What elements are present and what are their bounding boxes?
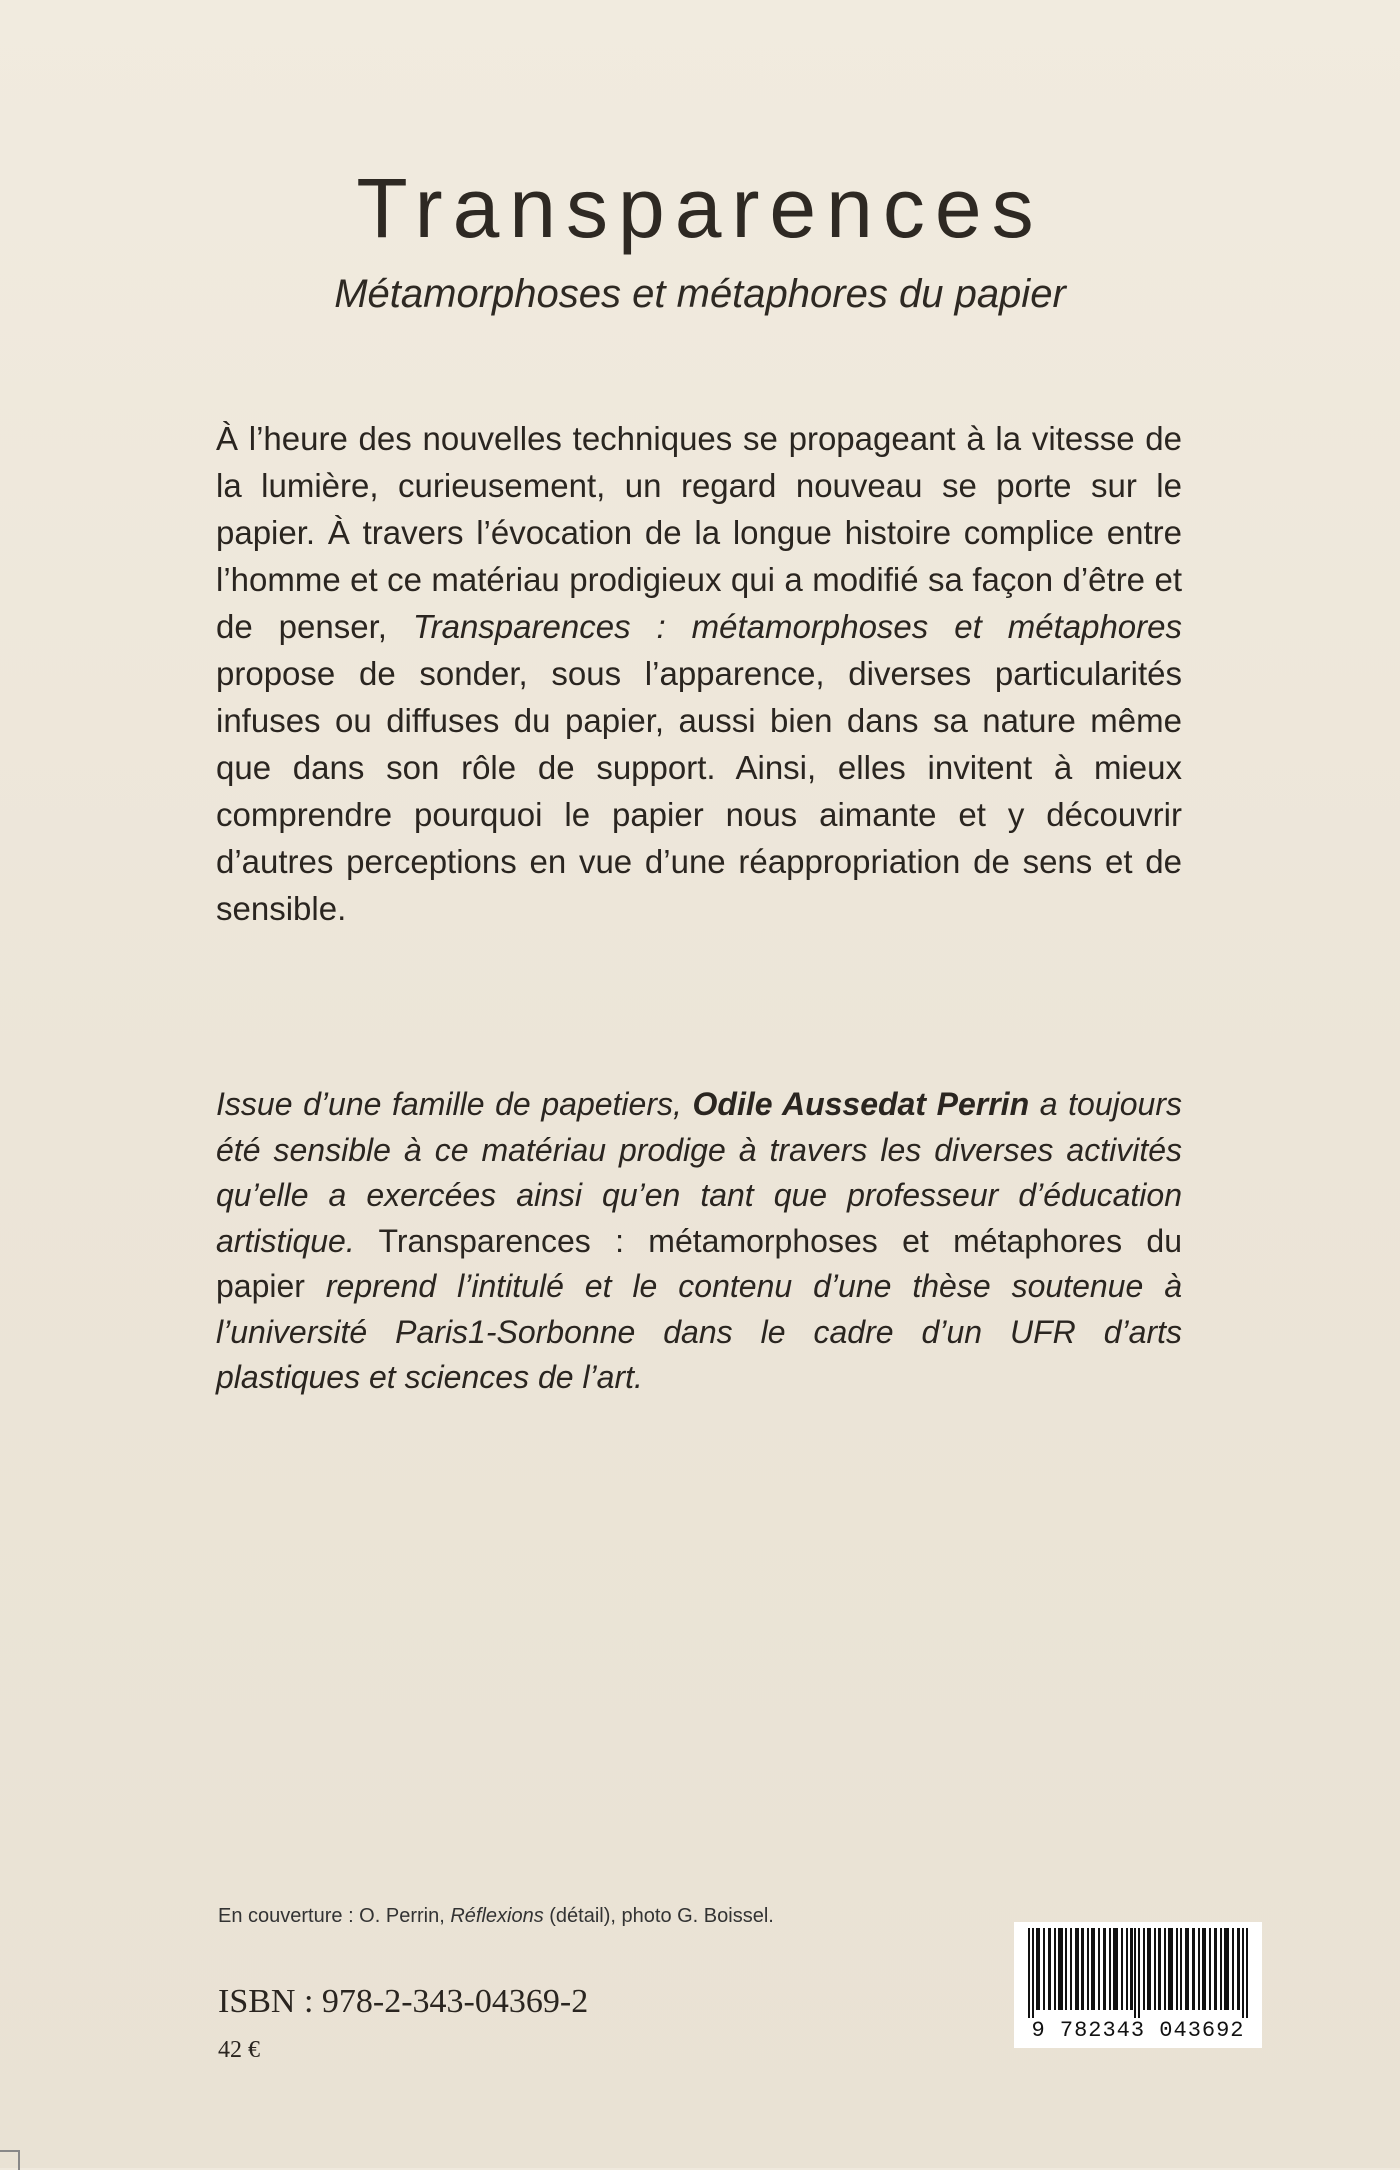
price: 42 €: [218, 2037, 260, 2063]
credit-suffix: (détail), photo G. Boissel.: [543, 1905, 774, 1927]
cover-credit: [218, 1905, 774, 1928]
bio-end: reprend l’intitulé et le contenu d’une thèse soutenue à l’université Paris1-Sorbonne dans le cadre d’un UFR d’arts plastiques et sciences de l’art.: [216, 1268, 1182, 1395]
bio-intro: Issue d’une famille de papetiers,: [216, 1086, 693, 1122]
description-italic-title: Transparences : métamorphoses et métaphores: [412, 608, 1182, 645]
credit-prefix: En couverture : O. Perrin,: [218, 1905, 451, 1927]
credit-work: Réflexions: [450, 1905, 544, 1927]
barcode: [1014, 1922, 1262, 2048]
author-name: Odile Aussedat Perrin: [692, 1086, 1030, 1122]
book-subtitle: Métamorphoses et métaphores du papier: [334, 272, 1066, 316]
bio-work-title: Transparences : métamorphoses et métaphores du papier: [216, 1222, 1182, 1304]
barcode-bars: [1020, 1928, 1256, 2018]
description-text-2: propose de sonder, sous l’apparence, diverses particularités infuses ou diffuses du papier, aussi bien dans sa nature même que dans son rôle de support. Ainsi, elles invitent à mieux comprendre pourquoi le papier nous aimante et y découvrir d’autres perceptions en vue d’une réappropriation de sens et de sensible.: [216, 655, 1182, 927]
barcode-number: 9 782343 043692: [1031, 2018, 1245, 2043]
description-text-1: À l’heure des nouvelles techniques se propageant à la vitesse de la lumière, curieusement, un regard nouveau se porte sur le papier. À travers l’évocation de la longue histoire complice entre l’homme et ce matériau prodigieux qui a modifié sa façon d’être et de penser,: [216, 420, 1182, 645]
bio-mid: a toujours été sensible à ce matériau prodige à travers les diverses activités qu’elle a exercées ainsi qu’en tant que professeur d’éducation artistique.: [216, 1086, 1182, 1259]
description-paragraph: [216, 415, 1182, 932]
crop-mark: [0, 2150, 20, 2170]
author-bio: [216, 1082, 1182, 1401]
isbn: ISBN : 978-2-343-04369-2: [218, 1983, 589, 2020]
book-title: Transparences: [356, 161, 1044, 255]
